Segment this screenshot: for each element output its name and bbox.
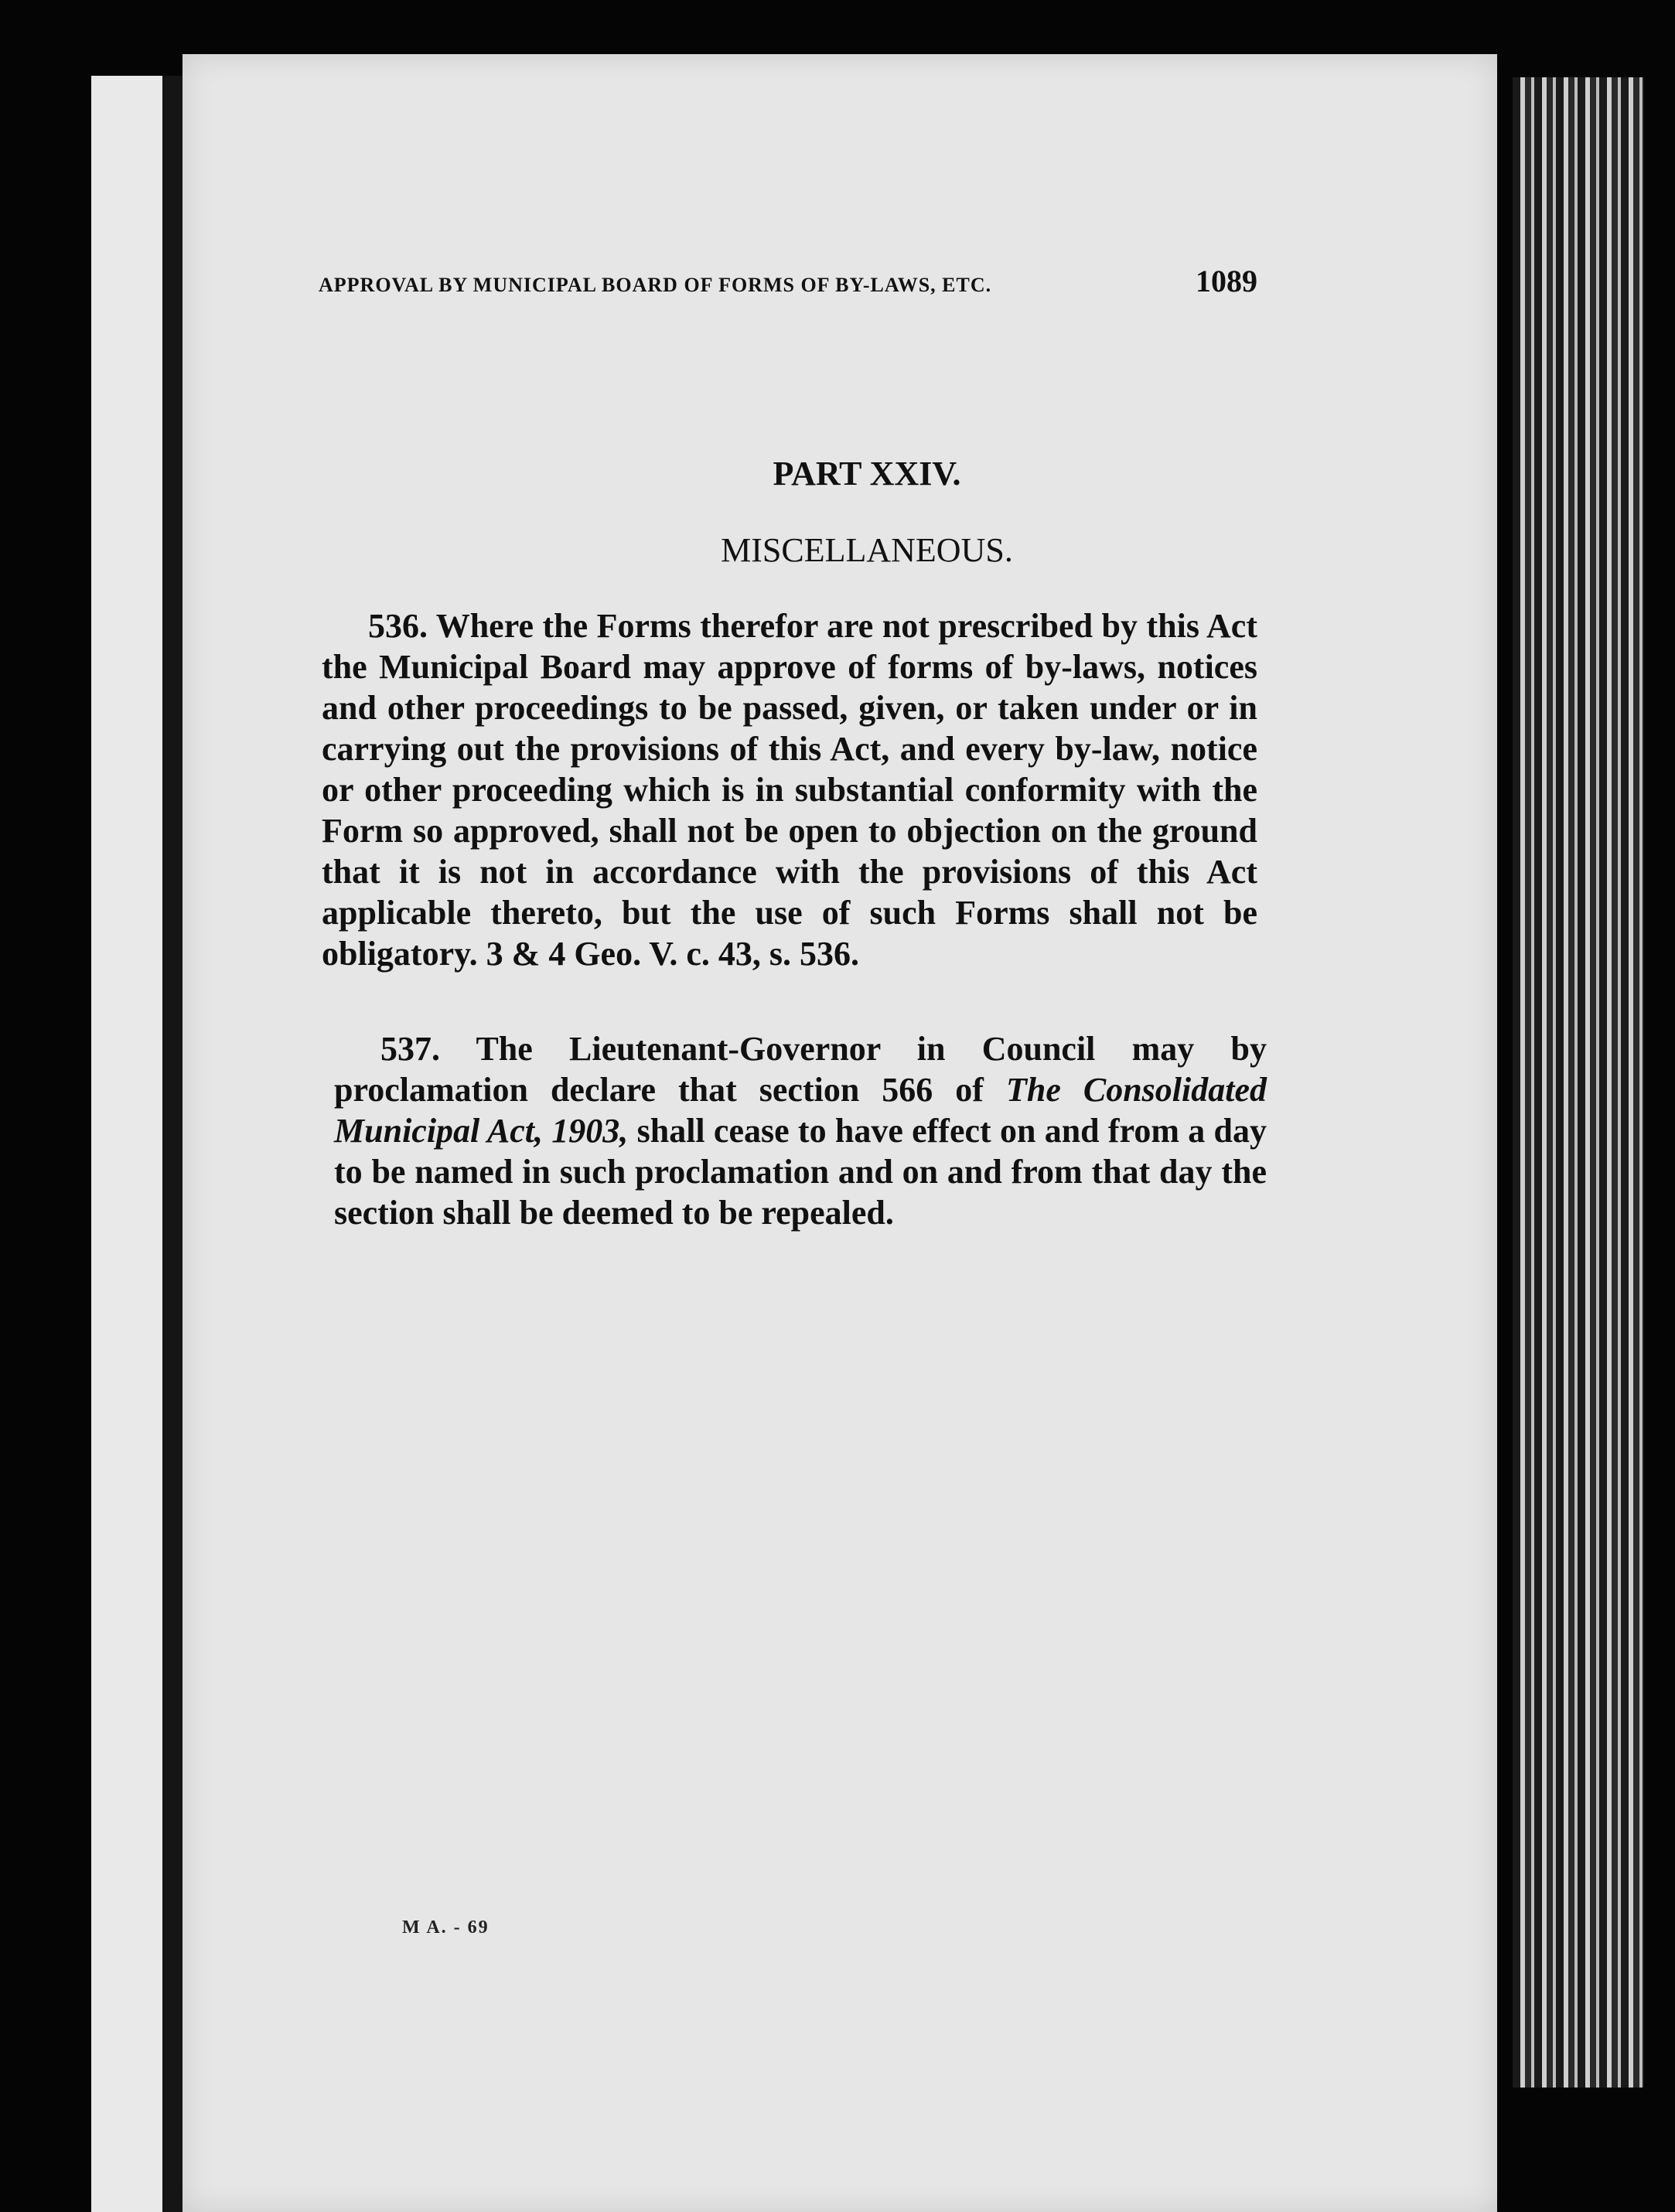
section-text-continued: shall cease to have effect on and from a day to be named in such proclamation and on and from that day the section shall be deemed to be repealed. [334,1112,1267,1232]
part-title: PART XXIV. [773,455,961,493]
part-subtitle: MISCELLANEOUS. [721,531,1013,569]
act-title: The Consolidated Municipal Act, 1903, [334,1071,1267,1150]
signature-mark: M A. - 69 [402,1917,490,1938]
page-number: 1089 [1196,264,1257,298]
section-number: 537. [380,1030,476,1068]
running-head-title: APPROVAL BY MUNICIPAL BOARD OF FORMS OF BY-LAWS, ETC. [319,274,992,296]
binding-gutter [162,76,184,2212]
section-text: Where the Forms therefor are not prescribed by this Act the Municipal Board may approve of forms of by-laws, notices and other proceedings to be passed, given, or taken under or in carrying out the provisions of this Act, and every by-law, notice or other proceeding which is in substantial conformity with the Form so approved, shall not be open to objection on the ground that it is not in accordance with the provisions of this Act applicable thereto, but the use of such Forms shall not be obligatory. 3 & 4 Geo. V. c. 43, s. 536. [322,607,1257,973]
section-536 [322,605,1257,974]
running-head [319,263,1257,299]
page-edges [1513,77,1644,2088]
section-text: The Lieutenant-Governor in Council may by proclamation declare that section 566 of [334,1030,1267,1109]
section-number: 536. [368,607,436,645]
page-content [319,263,1267,1233]
section-537 [334,1028,1267,1233]
